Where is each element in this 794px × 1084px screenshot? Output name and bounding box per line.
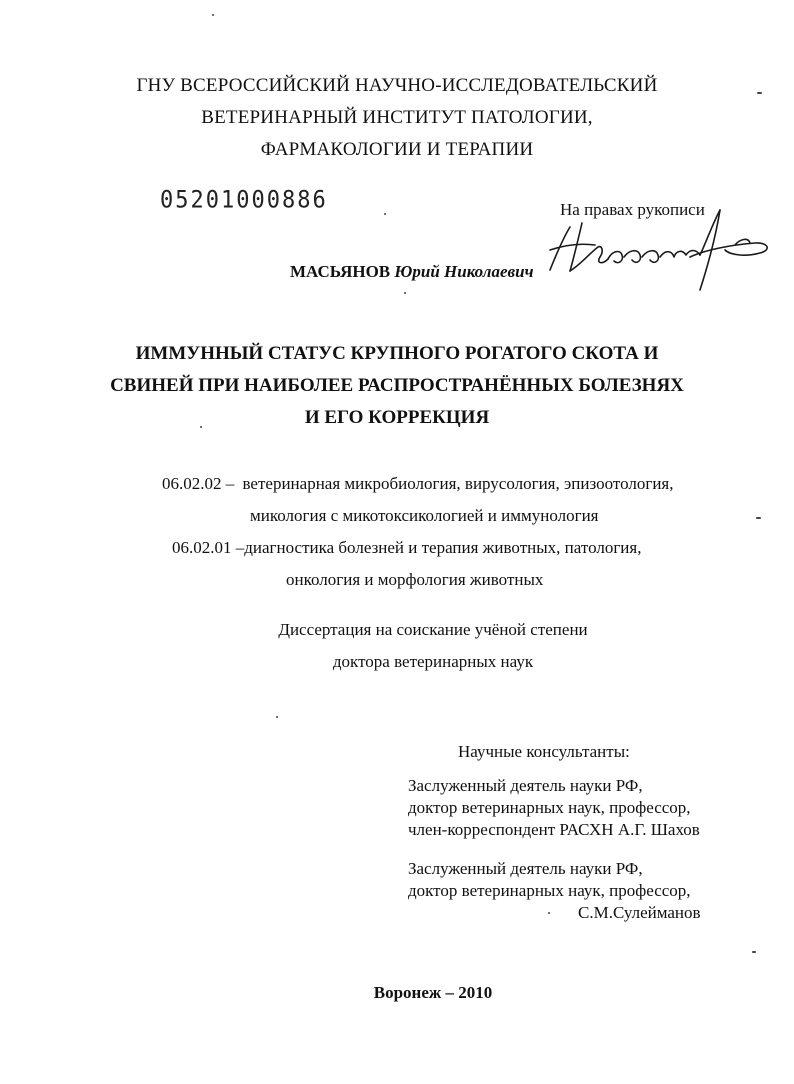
scan-speck	[404, 292, 406, 294]
consultant-1	[408, 775, 700, 841]
consultant-line: Заслуженный деятель науки РФ,	[408, 776, 643, 795]
institution-line-1: ГНУ ВСЕРОССИЙСКИЙ НАУЧНО-ИССЛЕДОВАТЕЛЬСКИЙ	[136, 75, 658, 96]
scan-speck	[384, 213, 386, 215]
consultant-line: член-корреспондент РАСХН А.Г. Шахов	[408, 820, 700, 839]
specialty-code: 06.02.01 –	[172, 538, 245, 557]
scan-speck	[548, 912, 550, 914]
manuscript-rights: На правах рукописи	[560, 200, 705, 219]
institution-header	[0, 70, 794, 166]
scan-speck	[276, 716, 278, 718]
scan-speck	[212, 14, 214, 16]
consultant-line: Заслуженный деятель науки РФ,	[408, 859, 643, 878]
city-year: Воронеж – 2010	[373, 983, 493, 1002]
specialty-text-line: микология с микотоксикологией и иммунология	[250, 506, 599, 525]
specialty-2	[172, 532, 772, 596]
signature-image	[540, 205, 780, 295]
specialty-text-line: ветеринарная микробиология, вирусология, эпизоотология,	[242, 474, 674, 493]
degree-line-1: Диссертация на соискание учёной степени	[278, 620, 588, 639]
degree-line-2: доктора ветеринарных наук	[332, 652, 534, 671]
specialty-text-line: диагностика болезней и терапия животных, патология,	[244, 538, 642, 557]
consultant-line: доктор ветеринарных наук, профессор,	[408, 798, 691, 817]
dissertation-degree	[36, 614, 794, 678]
consultants-heading: Научные консультанты:	[458, 742, 630, 761]
author-surname: МАСЬЯНОВ	[290, 262, 391, 281]
institution-line-3: ФАРМАКОЛОГИИ И ТЕРАПИИ	[260, 139, 534, 160]
dissertation-title	[0, 338, 794, 434]
scan-speck	[200, 426, 202, 428]
title-line-2: СВИНЕЙ ПРИ НАИБОЛЕЕ РАСПРОСТРАНЁННЫХ БОЛЕЗНЯХ	[110, 375, 684, 396]
scan-speck	[752, 951, 756, 953]
specialty-code: 06.02.02 –	[162, 474, 235, 493]
scan-speck	[756, 517, 761, 519]
title-line-3: И ЕГО КОРРЕКЦИЯ	[304, 407, 490, 428]
consultant-line: С.М.Сулейманов	[578, 903, 701, 922]
consultant-line: доктор ветеринарных наук, профессор,	[408, 881, 691, 900]
author-name	[290, 262, 534, 282]
archive-stamp-number: 05201000886	[160, 186, 328, 215]
scan-speck	[757, 92, 762, 94]
specialty-1	[162, 468, 762, 532]
title-line-1: ИММУННЫЙ СТАТУС КРУПНОГО РОГАТОГО СКОТА И	[135, 343, 659, 364]
author-given-names: Юрий Николаевич	[394, 262, 534, 281]
specialty-text-line: онкология и морфология животных	[286, 570, 544, 589]
institution-line-2: ВЕТЕРИНАРНЫЙ ИНСТИТУТ ПАТОЛОГИИ,	[201, 107, 593, 128]
consultant-2	[408, 858, 701, 924]
